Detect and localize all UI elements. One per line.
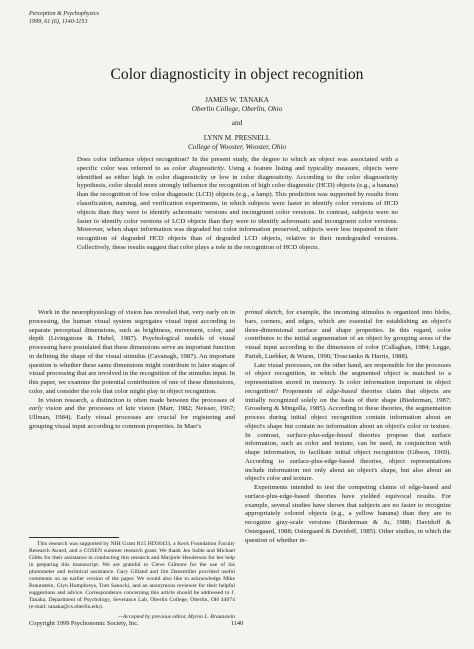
abstract-text: . Using a feature listing and typicality measure, objects were identified as either high in color diagnosticity or low in color diagnosticity. According to the color diagnosticity hypothesis, color should more strongly influence the recognition of high color diagnostic (HCD) objects (e.g., a banana) than the recognition of low color diagnostic (LCD) objects (e.g., a lamp). This prediction was supported by results from classification, naming, and verification experiments, in which subjects were faster to identify color versions of HCD objects than they were to identify achromatic versions and incongruent color versions. In contrast, subjects were no faster to identify color versions of LCD objects than they were to identify achromatic and incongruent color versions. Moreover, when shape information was degraded but color information preserved, subjects were less impaired in their recognition of degraded HCD objects than of degraded LCD objects, relative to their nondegraded versions. Collectively, these results suggest that color plays a role in the recognition of HCD objects. — [77, 164, 398, 251]
footnote — [29, 541, 235, 621]
footnote-text: This research was supported by NIH Grant R15 HD30433, a Keck Foundation Faculty Research Award, and a COSEN summer research grant. We thank Jen Sable and Michael Gibbs for their assistance in conducting this research and Marjorie Henderson for her help in preparing this manuscript. We are grateful to Cleve Gilmore for the use of his photometer and technical assistance. Gary Gilland and Jim Danemiller provided useful comments on an earlier version of the paper. We would also like to acknowledge Mike Braunstein, Glyn Humphreys, Tom Sanocki, and an anonymous reviewer for their helpful suggestions and advice. Correspondence concerning this article should be addressed to J. Tanaka, Department of Psychology, Severance Lab, Oberlin College, Oberlin, OH 44074 (e-mail: tanaka@cs.oberlin.edu). — [29, 541, 235, 610]
author-affiliation: Oberlin College, Oberlin, Ohio — [191, 105, 283, 114]
journal-header — [29, 11, 99, 26]
author-name: JAMES W. TANAKA — [205, 96, 269, 104]
author-affiliation: College of Wooster, Wooster, Ohio — [187, 142, 287, 151]
body-paragraph: Late visual processes, on the other hand, are responsible for the processes of object recognition, in which the segmented object is matched to a representation stored in memory. Is color information important in object recognition? Proponents of edge-based theories claim that objects are initially recognized solely on the basis of their shape (Biederman, 1987; Grossberg & Mingolla, 1985). According to these theories, the segmentation process during initial object recognition contain information about an object's shape but contain no information about an object's color or texture. In contrast, surface-plus-edge-based theories propose that surface information, such as color and texture, can be used, in conjunction with shape information, to facilitate initial object recognition (Gibson, 1969). According to surface-plus-edge-based theories, object representations include information not only about an object's shape, but also about an object's color and texture. — [245, 361, 451, 483]
article-title: Color diagnosticity in object recognition — [110, 66, 364, 83]
accepted-note: —Accepted by previous editor, Myron L. Braunstein — [117, 614, 235, 620]
body-paragraph: Work in the neurophysiology of vision has revealed that, very early on in processing, the human visual system segregates visual input according to separate perceptual dimensions, such as brightness, movement, color, and depth (Livingstone & Hubel, 1987). Psychological models of visual processing have postulated that these dimensions serve an important function in defining the shape of the visual stimulus (Cavanagh, 1987). An important question is whether these same dimensions might contribute to later stages of visual processing that are involved in the recognition of the stimulus input. In this paper, we examine the potential contribution of one of these dimensions, color, and consider the role that color might play in object recognition. — [29, 309, 236, 395]
copyright-notice: Copyright 1999 Psychonomic Society, Inc. — [29, 620, 139, 627]
journal-name: Perception & Psychophysics — [29, 11, 99, 17]
footnote-divider — [29, 537, 119, 538]
author-name: LYNN M. PRESNELL — [203, 133, 271, 142]
journal-citation: 1999, 61 (6), 1140-1153 — [29, 18, 88, 25]
body-paragraph: primal sketch, for example, the incoming stimulus is organized into blobs, bars, corners, and edges, which are essential for establishing an object's three-dimensional surface and shape properties. In this regard, color contributes to the initial segmentation of an object by grouping areas of the visual input according to the dimension of color (Callaghan, 1984; Legge, Parish, Luebker, & Wurm, 1990; Troscianko & Harris, 1988). — [245, 309, 451, 360]
author-block — [0, 96, 474, 152]
page-number: 1140 — [230, 620, 244, 627]
body-column-right — [245, 309, 451, 545]
body-paragraph: In vision research, a distinction is often made between the processes of early vision and the processes of late vision (Marr, 1982; Neisser, 1967; Ullman, 1984). Early visual processes are crucial for registering and grouping visual input according to common properties. In Marr's — [29, 396, 235, 430]
abstract-text: Does color influence object recognition? In the present study, the degree to which an object was associated with a specific color was referred to as — [77, 156, 398, 172]
authors-joiner: and — [231, 119, 243, 128]
abstract-term: color diagnosticity — [172, 164, 224, 172]
abstract — [77, 156, 398, 253]
body-paragraph: Experiments intended to test the competing claims of edge-based and surface-plus-edge-based theories have yielded equivocal results. For example, several studies have shown that subjects are no faster to recognize appropriately colored objects (e.g., a yellow banana) than they are to recognize gray-scale versions (Biederman & Ju, 1988; Davidoff & Ostergaard, 1988; Ostergaard & Davidoff, 1985). Other studies, in which the question of whether in- — [245, 484, 451, 544]
body-column-left — [29, 309, 235, 432]
